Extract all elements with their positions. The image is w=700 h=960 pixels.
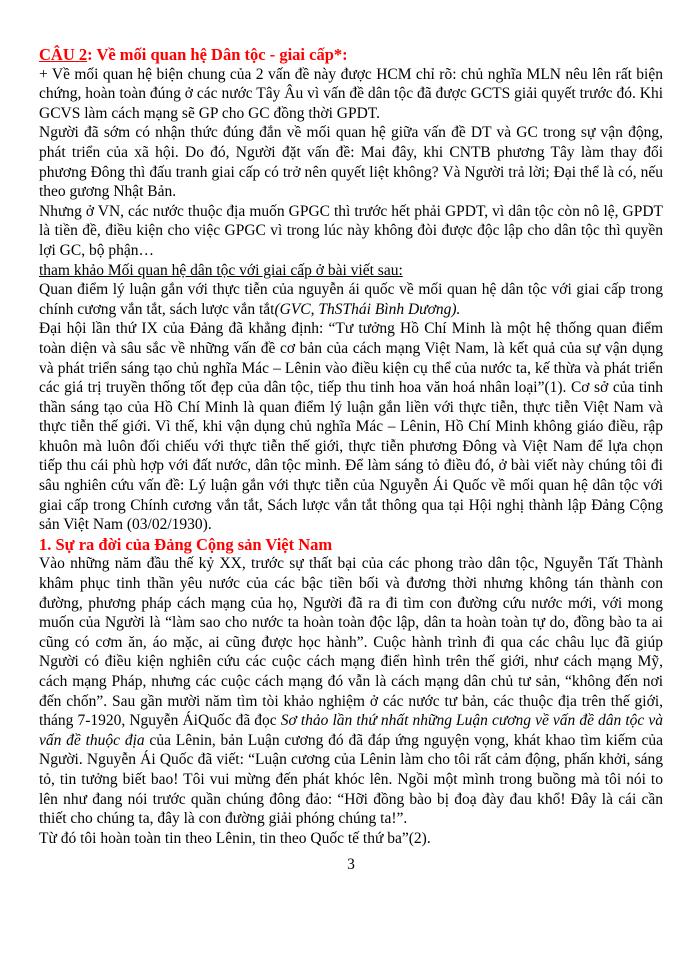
section-heading-cau2 [39, 45, 663, 65]
journey-run-2: của Lênin, bản Luận cương đó đã đáp ứng nguyện vọng, khát khao tìm kiếm của Người. Nguyễn Ái Quốc đã viết: “Luận cương của Lênin làm cho tôi rất cảm động, phấn khởi, sáng tỏ, tin tưởng biết bao! Tôi vui mừng đến phát khóc lên. Ngồi một mình trong buồng mà tôi nói to lên như đang nói trước quần chúng đông đảo: “Hỡi đồng bào bị đoạ đày đau khổ! Đây là cái cần thiết cho chúng ta, đây là con đường giải phóng chúng ta!”. [39, 731, 663, 828]
paragraph-lenin-conclusion: Từ đó tôi hoàn toàn tin theo Lênin, tin theo Quốc tế thứ ba”(2). [39, 829, 431, 847]
heading-underlined-label: CÂU 2 [39, 45, 88, 64]
article-title-normal-run: Quan điểm lý luận gắn với thực tiễn của nguyễn ái quốc về mối quan hệ dân tộc với giai cấp trong chính cương vắn tắt, sách lược vắn tắt [39, 281, 663, 318]
page-number: 3 [347, 856, 355, 874]
article-title-author-italic-run: (GVC, ThSThái Bình Dương). [274, 300, 461, 318]
paragraph-article-title [39, 280, 663, 319]
paragraph-journey-and-lenin-theses [39, 554, 663, 828]
section-heading-1-party-founding: 1. Sự ra đời của Đảng Cộng sản Việt Nam [39, 534, 333, 554]
paragraph-congress-ix-quote: Đại hội lần thứ IX của Đảng đã khẳng định: “Tư tưởng Hồ Chí Minh là một hệ thống quan điểm toàn diện và sâu sắc về những vấn đề cơ bản của cách mạng Việt Nam, là kết quả của sự vận dụng và phát triển sáng tạo chủ nghĩa Mác – Lênin vào điều kiện cụ thể của nước ta, kế thừa và phát triển các giá trị truyền thống tốt đẹp của dân tộc, tiếp thu tinh hoa văn hoá nhân loại”(1). Cơ sở của tinh thần sáng tạo của Hồ Chí Minh là quan điểm lý luận gắn liền với thực tiễn, thực tiễn Việt Nam và thực tiễn thế giới. Vì thế, khi vận dụng chủ nghĩa Mác – Lênin, Hồ Chí Minh không giáo điều, rập khuôn mà luôn đối chiếu với thực tiễn thế giới, thực tiễn phương Đông và Việt Nam để lựa chọn tiếp thu cái phù hợp với đất nước, dân tộc mình. Để làm sáng tỏ điều đó, ở bài viết này chúng tôi đi sâu nghiên cứu vấn đề: Lý luận gắn với thực tiễn của Nguyễn Ái Quốc về mối quan hệ dân tộc với giai cấp trong Chính cương vắn tắt, Sách lược vắn tắt thông qua tại Hội nghị thành lập Đảng Cộng sản Việt Nam (03/02/1930). [39, 320, 663, 534]
paragraph-dialectic-relation: + Về mối quan hệ biện chung của 2 vấn đề này được HCM chỉ rõ: chủ nghĩa MLN nêu lên rất biện chứng, hoàn toàn đúng ở các nước Tây Âu vì vấn đề dân tộc đã được GCTS giải quyết trước đó. Khi GCVS làm cách mạng sẽ GP cho GC đồng thời GPDT. [39, 65, 663, 122]
paragraph-reference-note: tham khảo Mối quan hệ dân tộc với giai cấp ở bài viết sau: [39, 261, 403, 279]
heading-rest-text: : Về mối quan hệ Dân tộc - giai cấp*: [87, 45, 348, 64]
paragraph-early-awareness: Người đã sớm có nhận thức đúng đắn về mối quan hệ giữa vấn đề DT và GC trong sự vận động, phát triển của xã hội. Do đó, Người đặt vấn đề: Mai đây, khi CNTB phương Tây làm thay đổi phương Đông thì đấu tranh giai cấp có trở nên quyết liệt không? Và Người trả lời; Đại thể là có, nếu theo gương Nhật Bản. [39, 124, 663, 201]
paragraph-vn-colonies: Nhưng ở VN, các nước thuộc địa muốn GPGC thì trước hết phải GPDT, vì dân tộc còn nô lệ, GPDT là tiền đề, điều kiện cho việc GPGC vì trong lúc này không đòi được độc lập cho dân tộc thì quyền lợi GC, bộ phận… [39, 202, 663, 259]
journey-run-1: Vào những năm đầu thế kỷ XX, trước sự thất bại của các phong trào dân tộc, Nguyễn Tất Thành khâm phục tinh thần yêu nước của các bậc tiền bối và đương thời nhưng không tán thành con đường, phương pháp cách mạng của họ, Người đã ra đi tìm con đường cứu nước mới, với mong muốn của Người là “làm sao cho nước ta hoàn toàn độc lập, dân ta hoàn toàn tự do, đồng bào ta ai cũng có cơm ăn, áo mặc, ai cũng được học hành”. Cuộc hành trình đi qua các châu lục đã giúp Người có điều kiện nghiên cứu các cuộc cách mạng điển hình trên thế giới, như cách mạng Mỹ, cách mạng Pháp, nhưng các cuộc cách mạng đó vẫn là cách mạng dân chủ tư sản, “không đến nơi đến chốn”. Sau gần mười năm tìm tòi khảo nghiệm ở các nước tư bản, các thuộc địa trên thế giới, tháng 7-1920, Nguyễn ÁiQuốc đã đọc [39, 555, 663, 730]
lenin-theses-title-italic-run: Sơ thảo lần thứ nhất những Luận cương về vấn đề dân tộc và vấn đề thuộc địa [39, 712, 663, 749]
